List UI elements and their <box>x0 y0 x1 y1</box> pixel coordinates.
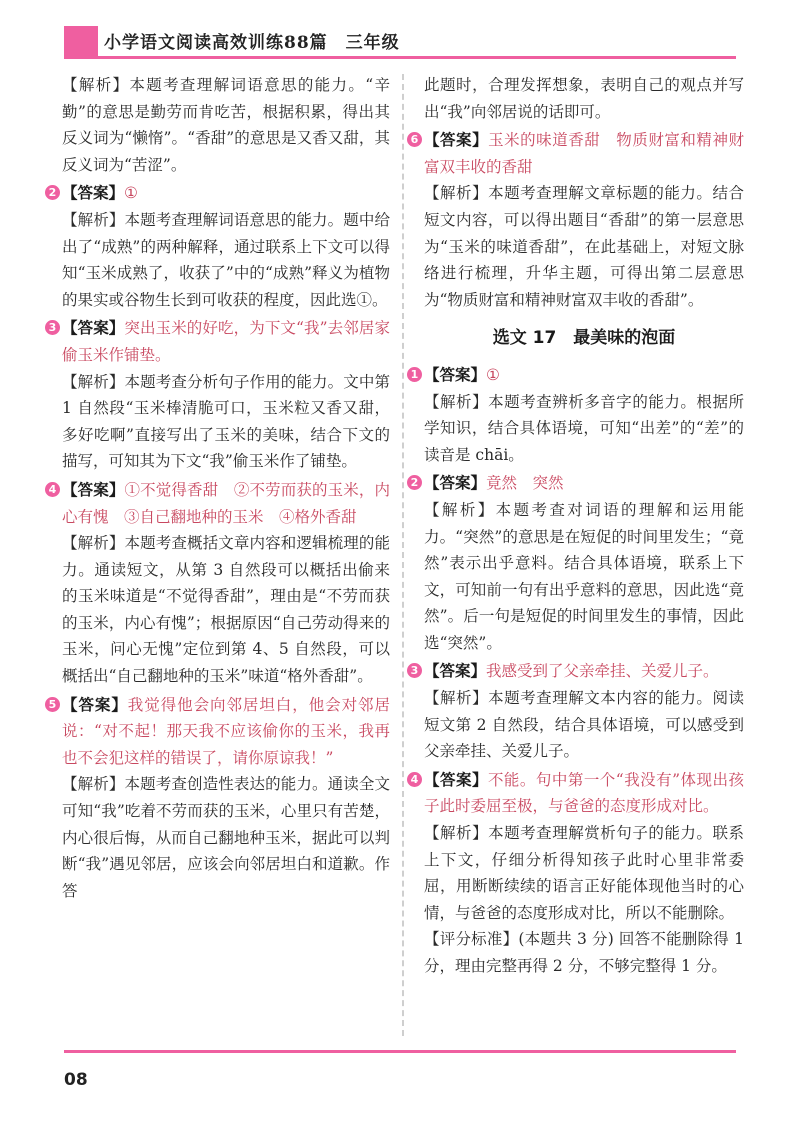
footer-rule <box>64 1050 736 1053</box>
answer-tag: 【答案】 <box>424 130 489 150</box>
right-column <box>410 72 744 982</box>
analysis-text: 【解析】本题考查辨析多音字的能力。根据所学知识，结合具体语境，可知“出差”的“差”的读音是 chāi。 <box>424 392 744 464</box>
answer-tag: 【答案】 <box>424 364 487 384</box>
answer-item-5 <box>48 692 390 905</box>
answer-item-6 <box>410 127 744 313</box>
answer-item-s1 <box>410 362 744 468</box>
analysis-text: 【解析】本题考查理解文本内容的能力。阅读短文第 2 自然段，结合具体语境，可以感受到父亲牵挂、关爱儿子。 <box>424 689 744 761</box>
question-number-badge: 4 <box>45 482 60 497</box>
question-number-badge: 3 <box>45 320 60 335</box>
header-accent-block <box>64 26 98 56</box>
answer-text: 突出玉米的好吃，为下文“我”去邻居家偷玉米作铺垫。 <box>62 319 390 364</box>
answer-text: ① <box>124 184 138 203</box>
page-number: 08 <box>64 1070 88 1090</box>
answer-item-s4 <box>410 767 744 980</box>
page-header-title: 小学语文阅读高效训练88篇 三年级 <box>104 33 400 53</box>
answer-tag: 【答案】 <box>424 661 487 681</box>
answer-text: ① <box>486 365 500 384</box>
question-number-badge: 4 <box>407 772 422 787</box>
answer-item-2 <box>48 180 390 313</box>
question-number-badge: 1 <box>407 367 422 382</box>
analysis-text: 【解析】本题考查创造性表达的能力。通读全文可知“我”吃着不劳而获的玉米，心里只有苦楚，内心很后悔，从而自己翻地种玉米，据此可以判断“我”遇见邻居，应该会向邻居坦白和道歉。作答 <box>62 775 390 900</box>
question-number-badge: 6 <box>407 132 422 147</box>
answer-tag: 【答案】 <box>62 183 125 203</box>
analysis-text: 【解析】本题考查概括文章内容和逻辑梳理的能力。通读短文，从第 3 自然段可以概括出偷来的玉米味道是“不觉得香甜”，理由是“不劳而获的玉米，内心有愧”；根据原因“自己劳动得来的玉米，问心无愧”定位到第 4、5 自然段，可以概括出“自己翻地种的玉米”味道“格外香甜”。 <box>62 534 390 686</box>
analysis-text: 【解析】本题考查理解词语意思的能力。题中给出了“成熟”的两种解释，通过联系上下文可以得知“玉米成熟了，收获了”中的“成熟”释义为植物的果实或谷物生长到可收获的程度，因此选①。 <box>62 210 390 309</box>
analysis-block <box>62 72 390 178</box>
analysis-text: 【解析】本题考查对词语的理解和运用能力。“突然”的意思是在短促的时间里发生；“竟然”表示出乎意料。结合具体语境，联系上下文，可知前一句有出乎意料的意思，因此选“竟然”。后一句是短促的时间里发生的事情，因此选“突然”。 <box>424 500 744 652</box>
answer-text: ①不觉得香甜 ②不劳而获的玉米，内心有愧 ③自己翻地种的玉米 ④格外香甜 <box>62 480 390 526</box>
analysis-text: 【解析】本题考查理解词语意思的能力。“辛勤”的意思是勤劳而肯吃苦，根据积累，得出其反义词为“懒惰”。“香甜”的意思是又香又甜，其反义词为“苦涩”。 <box>62 76 390 174</box>
analysis-continuation <box>424 72 744 125</box>
answer-text: 玉米的味道香甜 物质财富和精神财富双丰收的香甜 <box>424 131 744 176</box>
analysis-text: 此题时，合理发挥想象，表明自己的观点并写出“我”向邻居说的话即可。 <box>424 76 744 121</box>
scoring-criteria: 【评分标准】(本题共 3 分) 回答不能删除得 1 分，理由完整再得 2 分，不够完整得 1 分。 <box>424 930 744 975</box>
column-divider <box>402 74 404 1036</box>
answer-item-s3 <box>410 658 744 764</box>
question-number-badge: 5 <box>45 697 60 712</box>
answer-tag: 【答案】 <box>62 479 125 499</box>
analysis-text: 【解析】本题考查理解文章标题的能力。结合短文内容，可以得出题目“香甜”的第一层意思为“玉米的味道香甜”，在此基础上，对短文脉络进行梳理，升华主题，可得出第二层意思为“物质财富和精神财富双丰收的香甜”。 <box>424 184 744 309</box>
question-number-badge: 2 <box>407 475 422 490</box>
header-rule <box>64 56 736 59</box>
answer-tag: 【答案】 <box>62 318 125 338</box>
answer-item-3 <box>48 315 390 475</box>
answer-tag: 【答案】 <box>424 769 488 789</box>
question-number-badge: 2 <box>45 185 60 200</box>
answer-text: 竟然 突然 <box>486 474 564 493</box>
section-title: 选文 17 最美味的泡面 <box>492 328 676 349</box>
analysis-text: 【解析】本题考查理解赏析句子的能力。联系上下文，仔细分析得知孩子此时心里非常委屈，用断断续续的语言正好能体现他当时的心情，与爸爸的态度形成对比，所以不能删除。 <box>424 824 744 922</box>
analysis-text: 【解析】本题考查分析句子作用的能力。文中第 1 自然段“玉米棒清脆可口，玉米粒又香又甜，多好吃啊”直接写出了玉米的美味，结合下文的描写，可知其为下文“我”偷玉米作了铺垫。 <box>62 372 390 471</box>
answer-item-s2 <box>410 470 744 656</box>
answer-tag: 【答案】 <box>62 694 128 714</box>
answer-text: 我觉得他会向邻居坦白，他会对邻居说：“对不起！那天我不应该偷你的玉米，我再也不会犯这样的错误了，请你原谅我！” <box>62 695 390 767</box>
question-number-badge: 3 <box>407 663 422 678</box>
left-column <box>48 72 390 906</box>
answer-text: 我感受到了父亲牵挂、关爱儿子。 <box>486 662 719 681</box>
answer-tag: 【答案】 <box>424 473 487 493</box>
answer-text: 不能。句中第一个“我没有”体现出孩子此时委屈至极，与爸爸的态度形成对比。 <box>424 770 744 816</box>
answer-item-4 <box>48 477 390 690</box>
